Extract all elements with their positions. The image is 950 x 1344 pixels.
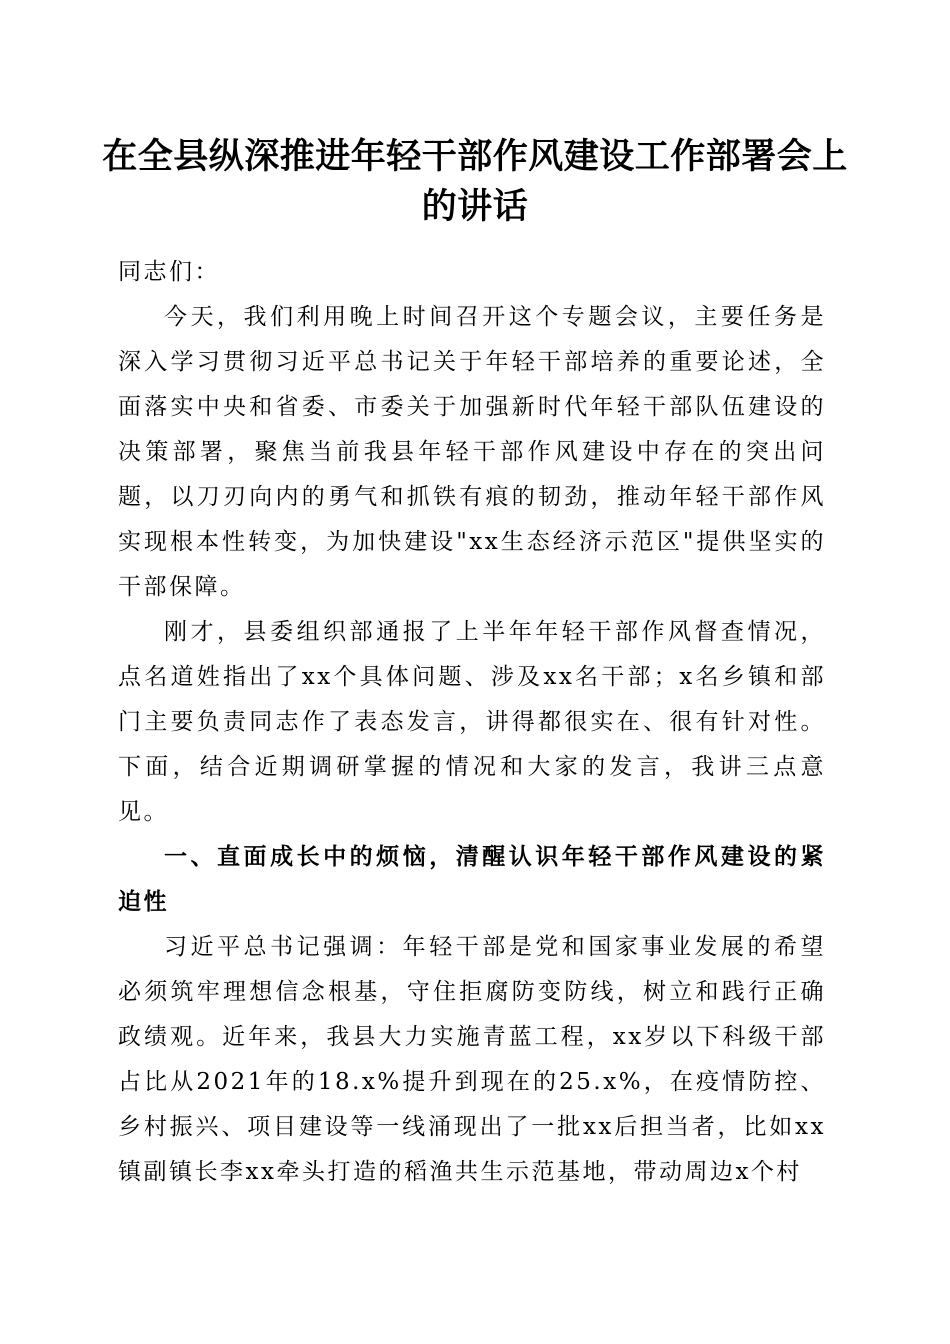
section-1-paragraph: 习近平总书记强调：年轻干部是党和国家事业发展的希望必须筑牢理想信念根基，守住拒腐防变防线，树立和践行正确政绩观。近年来，我县大力实施青蓝工程，xx岁以下科级干部占比从2021年的18.x%提升到现在的25.x%，在疫情防控、乡村振兴、项目建设等一线涌现出了一批xx后担当者，比如xx镇副镇长李xx牵头打造的稻渔共生示范基地，带动周边x个村 [118,934,826,1185]
document-body [118,250,826,1195]
section-heading-1: 一、直面成长中的烦恼，清醒认识年轻干部作风建设的紧迫性 [118,844,826,915]
salutation: 同志们： [118,259,220,285]
paragraph-review: 刚才，县委组织部通报了上半年年轻干部作风督查情况，点名道姓指出了xx个具体问题、涉及xx名干部；x名乡镇和部门主要负责同志作了表态发言，讲得都很实在、很有针对性。下面，结合近期调研掌握的情况和大家的发言，我讲三点意见。 [118,619,826,825]
paragraph-intro: 今天，我们利用晚上时间召开这个专题会议，主要任务是深入学习贯彻习近平总书记关于年轻干部培养的重要论述，全面落实中央和省委、市委关于加强新时代年轻干部队伍建设的决策部署，聚焦当前我县年轻干部作风建设中存在的突出问题，以刀刃向内的勇气和抓铁有痕的韧劲，推动年轻干部作风实现根本性转变，为加快建设"xx生态经济示范区"提供坚实的干部保障。 [118,304,826,600]
document-title: 在全县纵深推进年轻干部作风建设工作部署会上的讲话 [102,136,848,227]
